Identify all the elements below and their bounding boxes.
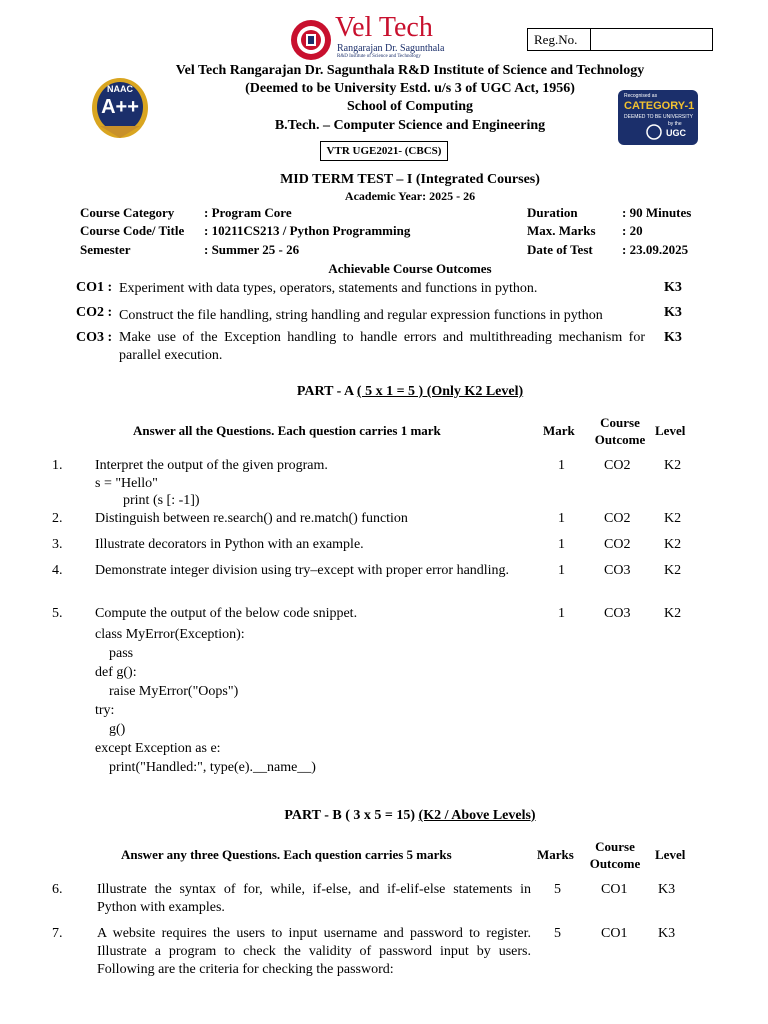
q1-text: Interpret the output of the given program. <box>95 458 328 473</box>
q1-code-line1: s = "Hello" <box>95 476 158 491</box>
duration-value: : 90 Minutes <box>622 205 692 220</box>
deemed-line: (Deemed to be University Estd. u/s 3 of UGC Act, 1956) <box>245 81 575 96</box>
q3-mark: 1 <box>558 537 565 552</box>
q1-level: K2 <box>664 458 682 473</box>
part-b-col-marks: Marks <box>537 847 574 862</box>
q3-level: K2 <box>664 537 682 552</box>
q1-code-line2: print (s [: -1]) <box>95 493 200 508</box>
co2-text: Construct the file handling, string handling and regular expression functions in python <box>119 308 603 323</box>
part-b-instruction: Answer any three Questions. Each question carries 5 marks <box>121 847 452 862</box>
logo-sub2: R&D Institute of Science and Technology <box>337 54 421 59</box>
q2-text: Distinguish between re.search() and re.match() function <box>95 511 408 526</box>
veltech-emblem-icon <box>289 18 333 62</box>
q5-code-line2: pass <box>95 646 134 661</box>
logo-text: Vel Tech <box>335 12 433 43</box>
reg-no-box <box>527 28 713 51</box>
q5-code-line4: raise MyError("Oops") <box>95 684 239 699</box>
date-value: : 23.09.2025 <box>622 242 689 257</box>
q4-level: K2 <box>664 563 682 578</box>
co1-level: K3 <box>664 280 682 295</box>
part-a-col-outcome: Course Outcome <box>594 415 646 447</box>
part-b-col-outcome: Course Outcome <box>589 839 641 871</box>
q5-code-line5: try: <box>95 703 115 718</box>
co3-level: K3 <box>664 330 682 345</box>
q3-text: Illustrate decorators in Python with an example. <box>95 537 364 552</box>
q6-co: CO1 <box>601 882 628 897</box>
semester-value: : Summer 25 - 26 <box>204 242 300 257</box>
max-marks-value: : 20 <box>622 223 643 238</box>
ugc-line2: DEEMED TO BE UNIVERSITY <box>624 114 693 120</box>
co1-text: Experiment with data types, operators, statements and functions in python. <box>119 281 538 296</box>
ugc-category: CATEGORY-1 <box>624 100 695 112</box>
q4-mark: 1 <box>558 563 565 578</box>
q5-number: 5. <box>52 606 63 621</box>
q3-co: CO2 <box>604 537 631 552</box>
course-category-label: Course Category <box>80 205 175 220</box>
naac-text: NAAC <box>107 84 133 94</box>
exam-title: MID TERM TEST – I (Integrated Courses) <box>280 172 540 187</box>
part-a-title-main: PART - A <box>296 384 357 399</box>
regulation-badge: VTR UGE2021- (CBCS) <box>320 141 449 161</box>
q5-code-line3: def g(): <box>95 665 137 680</box>
q5-code-line7: except Exception as e: <box>95 741 221 756</box>
academic-year: Academic Year: 2025 - 26 <box>344 189 476 203</box>
semester-label: Semester <box>80 242 131 257</box>
q4-text: Demonstrate integer division using try–except with proper error handling. <box>95 563 510 578</box>
q7-co: CO1 <box>601 926 628 941</box>
program-name: B.Tech. – Computer Science and Engineering <box>274 118 546 133</box>
q3-number: 3. <box>52 537 63 552</box>
q5-mark: 1 <box>558 606 565 621</box>
ugc-line1: Recognised as <box>624 93 658 99</box>
q6-level: K3 <box>658 882 676 897</box>
part-a-instruction: Answer all the Questions. Each question carries 1 mark <box>133 423 441 438</box>
q7-level: K3 <box>658 926 676 941</box>
q6-mark: 5 <box>554 882 561 897</box>
regulation-wrap <box>0 143 768 159</box>
q5-co: CO3 <box>604 606 631 621</box>
q7-text: A website requires the users to input username and password to register. Illustrate a program to check the validity of password input by users. Following are the criteria for checking the password: <box>97 926 531 977</box>
q5-text: Compute the output of the below code snippet. <box>95 606 358 621</box>
ugc-by: by the <box>668 121 682 127</box>
co2-code: CO2 : <box>76 305 113 320</box>
q2-co: CO2 <box>604 511 631 526</box>
institute-name: Vel Tech Rangarajan Dr. Sagunthala R&D Institute of Science and Technology <box>175 63 645 78</box>
q7-number: 7. <box>52 926 63 941</box>
q5-code-line8: print("Handled:", type(e).__name__) <box>95 760 316 775</box>
part-b-title-underlined: (K2 / Above Levels) <box>418 808 536 823</box>
school-name: School of Computing <box>346 99 474 114</box>
co2-level: K3 <box>664 305 682 320</box>
veltech-logo <box>289 12 449 64</box>
q2-level: K2 <box>664 511 682 526</box>
course-category-value: : Program Core <box>204 205 292 220</box>
part-a-col-mark: Mark <box>543 423 575 438</box>
reg-no-label: Reg.No. <box>528 29 591 50</box>
part-b-col-level: Level <box>655 847 686 862</box>
co3-code: CO3 : <box>76 330 113 345</box>
q5-level: K2 <box>664 606 682 621</box>
q1-number: 1. <box>52 458 63 473</box>
co3-text: Make use of the Exception handling to handle errors and multithreading mechanism for parallel execution. <box>119 330 645 363</box>
q1-co: CO2 <box>604 458 631 473</box>
max-marks-label: Max. Marks <box>527 223 596 238</box>
ugc-name: UGC <box>666 128 686 138</box>
duration-label: Duration <box>527 205 578 220</box>
q2-number: 2. <box>52 511 63 526</box>
part-b-title-main: PART - B ( 3 x 5 = 15) <box>284 808 419 823</box>
q4-co: CO3 <box>604 563 631 578</box>
q4-number: 4. <box>52 563 63 578</box>
q5-code-line6: g() <box>95 722 126 737</box>
naac-grade: A++ <box>101 96 139 118</box>
q6-number: 6. <box>52 882 63 897</box>
part-b-title <box>150 808 670 824</box>
logo-sub1: Rangarajan Dr. Sagunthala <box>337 43 445 54</box>
date-label: Date of Test <box>527 242 593 257</box>
course-code-label: Course Code/ Title <box>80 223 185 238</box>
course-code-value: : 10211CS213 / Python Programming <box>204 223 411 238</box>
part-a-title <box>150 384 670 400</box>
co1-code: CO1 : <box>76 280 113 295</box>
q6-text: Illustrate the syntax of for, while, if-else, and if-elif-else statements in Python with examples. <box>97 882 531 915</box>
q2-mark: 1 <box>558 511 565 526</box>
reg-no-field[interactable] <box>591 29 712 50</box>
q7-mark: 5 <box>554 926 561 941</box>
q1-mark: 1 <box>558 458 565 473</box>
outcomes-heading: Achievable Course Outcomes <box>328 261 492 276</box>
q5-code-line1: class MyError(Exception): <box>95 627 245 642</box>
part-a-title-underlined: ( 5 x 1 = 5 ) (Only K2 Level) <box>356 384 524 399</box>
part-a-col-level: Level <box>655 423 686 438</box>
